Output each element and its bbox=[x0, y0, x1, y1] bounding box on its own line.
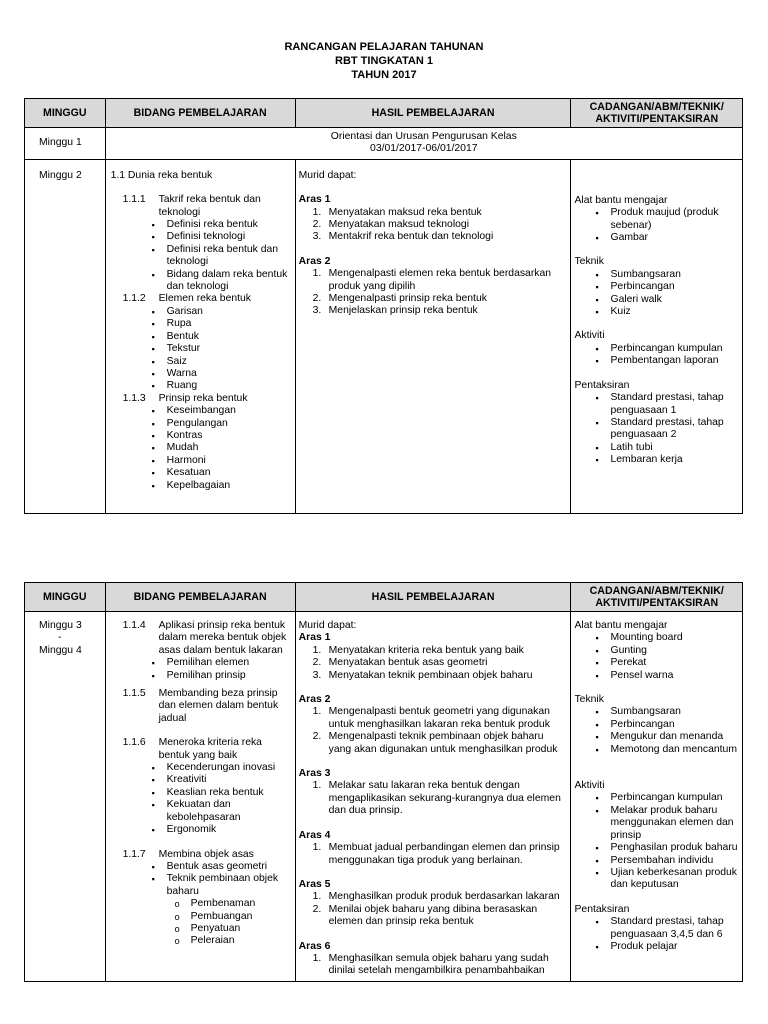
cadangan-label: Alat bantu mengajar bbox=[574, 194, 668, 206]
cadangan-label: Aktiviti bbox=[574, 780, 605, 792]
list-item: ▪ Kuiz bbox=[588, 306, 739, 318]
subtopic-1-1-7 bbox=[109, 849, 292, 948]
subtopic-1-1-6 bbox=[109, 737, 292, 836]
cadangan-label: Alat bantu mengajar bbox=[574, 620, 668, 631]
cadangan-label: Teknik bbox=[574, 256, 604, 268]
subtopic-number: 1.1.5 bbox=[122, 688, 146, 700]
list-item: 1. Menghasilkan semula objek baharu yang sudah dinilai setelah mengambilkira penambahbaikan bbox=[312, 952, 549, 977]
list-item: ▪ Persembahan individu bbox=[588, 855, 739, 867]
list-item: ▪ Produk maujud (produk sebenar) bbox=[588, 207, 739, 232]
minggu-end: Minggu 4 bbox=[39, 644, 82, 656]
list-item: ▪ Pembentangan laporan bbox=[588, 355, 739, 367]
list-item: ▪ Perekat bbox=[588, 657, 739, 669]
list-item: 1. Mengenalpasti bentuk geometri yang digunakan untuk menghasilkan lakaran reka bentuk produk bbox=[312, 706, 550, 730]
list-item: ▪ Teknik pembinaan objek baharu o Pembenaman o Pembuangan o Penyatuan o Peleraian bbox=[145, 873, 292, 947]
list-item: ▪ Kekuatan dan kebolehpasaran bbox=[145, 799, 292, 824]
orientation-date: 03/01/2017-06/01/2017 bbox=[370, 143, 478, 155]
col-header-hasil: HASIL PEMBELAJARAN bbox=[295, 99, 571, 128]
aras-label: Aras 5 bbox=[298, 878, 331, 890]
cell-cadangan bbox=[571, 612, 743, 982]
title-line-3: TAHUN 2017 bbox=[351, 69, 417, 81]
list-item: ▪ Perbincangan kumpulan bbox=[588, 792, 739, 804]
col-header-bidang: BIDANG PEMBELAJARAN bbox=[105, 583, 295, 612]
list-item: ▪ Pemilihan prinsip bbox=[145, 670, 292, 682]
aras-label: Aras 3 bbox=[298, 768, 331, 780]
table-row-minggu-1 bbox=[25, 128, 743, 160]
list-subitem: o Penyatuan bbox=[167, 923, 292, 935]
hasil-intro: Murid dapat: bbox=[298, 169, 357, 181]
cell-cadangan bbox=[571, 159, 743, 513]
list-item: 2. Menyatakan bentuk asas geometri bbox=[312, 657, 488, 669]
col-header-cadangan: CADANGAN/ABM/TEKNIK/ AKTIVITI/PENTAKSIRAN bbox=[571, 583, 743, 612]
list-subitem: o Peleraian bbox=[167, 935, 292, 947]
list-item: ▪ Garisan bbox=[145, 306, 292, 318]
cadangan-label: Pentaksiran bbox=[574, 903, 630, 915]
subtopic-number: 1.1.3 bbox=[122, 392, 146, 404]
subtopic-number: 1.1.1 bbox=[122, 194, 146, 206]
title-line-2: RBT TINGKATAN 1 bbox=[335, 55, 433, 67]
subtopic-1-1-2 bbox=[109, 293, 292, 392]
cell-minggu: Minggu 2 bbox=[25, 159, 106, 513]
cell-hasil bbox=[295, 612, 571, 982]
col-header-hasil: HASIL PEMBELAJARAN bbox=[295, 583, 571, 612]
subtopic-number: 1.1.7 bbox=[122, 848, 146, 860]
col-header-minggu: MINGGU bbox=[25, 99, 106, 128]
subtopic-number: 1.1.4 bbox=[122, 620, 146, 631]
list-item: 3. Menjelaskan prinsip reka bentuk bbox=[312, 305, 478, 317]
list-item: 1. Mengenalpasti elemen reka bentuk berdasarkan produk yang dipilih bbox=[312, 268, 552, 292]
list-item: ▪ Bentuk bbox=[145, 331, 292, 343]
list-item: ▪ Perbincangan bbox=[588, 719, 739, 731]
list-item: ▪ Harmoni bbox=[145, 455, 292, 467]
document-title bbox=[0, 40, 768, 82]
list-item: ▪ Pengulangan bbox=[145, 418, 292, 430]
subtopic-title: Membina objek asas bbox=[158, 848, 254, 860]
list-item: ▪ Latih tubi bbox=[588, 442, 739, 454]
cell-bidang bbox=[105, 612, 295, 982]
subtopic-title: Membanding beza prinsip dan elemen dalam bentuk jadual bbox=[158, 688, 279, 724]
subtopic-title: Elemen reka bentuk bbox=[158, 293, 251, 305]
list-item: ▪ Memotong dan mencantum bbox=[588, 744, 739, 756]
list-item: ▪ Kesatuan bbox=[145, 467, 292, 479]
hasil-intro: Murid dapat: bbox=[298, 620, 357, 631]
list-item: ▪ Mounting board bbox=[588, 632, 739, 644]
list-item: ▪ Sumbangsaran bbox=[588, 706, 739, 718]
list-item: ▪ Saiz bbox=[145, 356, 292, 368]
list-item: ▪ Standard prestasi, tahap penguasaan 1 bbox=[588, 392, 739, 417]
list-item: ▪ Definisi teknologi bbox=[145, 231, 292, 243]
list-item: 1. Menyatakan kriteria reka bentuk yang baik bbox=[312, 644, 524, 656]
list-item: ▪ Keaslian reka bentuk bbox=[145, 787, 292, 799]
list-item: ▪ Kontras bbox=[145, 430, 292, 442]
list-item: ▪ Warna bbox=[145, 368, 292, 380]
list-item: ▪ Bidang dalam reka bentuk dan teknologi bbox=[145, 269, 292, 294]
list-item: ▪ Kecenderungan inovasi bbox=[145, 762, 292, 774]
list-item: ▪ Bentuk asas geometri bbox=[145, 861, 292, 873]
list-item: ▪ Definisi reka bentuk bbox=[145, 219, 292, 231]
list-item: 2. Mengenalpasti teknik pembinaan objek baharu yang akan digunakan untuk menghasilkan produk bbox=[312, 731, 558, 755]
list-item: 2. Mengenalpasti prinsip reka bentuk bbox=[312, 293, 487, 305]
aras-label: Aras 1 bbox=[298, 194, 331, 206]
list-item: ▪ Keseimbangan bbox=[145, 405, 292, 417]
table-row-minggu-3-4 bbox=[25, 612, 743, 982]
cadangan-label: Teknik bbox=[574, 694, 604, 706]
list-item: ▪ Melakar produk baharu menggunakan elemen dan prinsip bbox=[588, 805, 739, 842]
list-item: ▪ Kepelbagaian bbox=[145, 480, 292, 492]
minggu-dash: - bbox=[58, 632, 62, 644]
list-item: 1. Menyatakan maksud reka bentuk bbox=[312, 206, 482, 218]
list-item: ▪ Produk pelajar bbox=[588, 941, 739, 953]
list-item: ▪ Gambar bbox=[588, 232, 739, 244]
table-header-row bbox=[25, 99, 743, 128]
list-item: ▪ Rupa bbox=[145, 318, 292, 330]
list-subitem: o Pembenaman bbox=[167, 898, 292, 910]
list-item: ▪ Sumbangsaran bbox=[588, 269, 739, 281]
cell-minggu bbox=[25, 612, 106, 982]
col-header-bidang: BIDANG PEMBELAJARAN bbox=[105, 99, 295, 128]
minggu-start: Minggu 3 bbox=[39, 620, 82, 631]
list-item: ▪ Perbincangan kumpulan bbox=[588, 343, 739, 355]
subtopic-number: 1.1.6 bbox=[122, 737, 146, 749]
list-item: 2. Menyatakan maksud teknologi bbox=[312, 219, 470, 231]
list-subitem: o Pembuangan bbox=[167, 911, 292, 923]
subtopic-1-1-4 bbox=[109, 620, 292, 682]
cell-hasil bbox=[295, 159, 571, 513]
aras-label: Aras 2 bbox=[298, 255, 331, 267]
list-item: ▪ Pensel warna bbox=[588, 670, 739, 682]
table-header-row bbox=[25, 583, 743, 612]
list-item: ▪ Kreativiti bbox=[145, 774, 292, 786]
subtopic-title: Aplikasi prinsip reka bentuk dalam mereka bentuk objek asas dalam bentuk lakaran bbox=[158, 620, 287, 656]
cell-bidang bbox=[105, 159, 295, 513]
subtopic-1-1-5 bbox=[109, 688, 292, 725]
list-item: 1. Melakar satu lakaran reka bentuk dengan mengaplikasikan sekurang-kurangnya dua elemen dan dua prinsip. bbox=[312, 780, 561, 817]
list-item: ▪ Ergonomik bbox=[145, 824, 292, 836]
list-item: 2. Menilai objek baharu yang dibina berasaskan elemen dan prinsip reka bentuk bbox=[312, 903, 538, 928]
list-item: ▪ Perbincangan bbox=[588, 281, 739, 293]
list-item: 1. Menghasilkan produk produk berdasarkan lakaran bbox=[312, 891, 560, 903]
list-item: ▪ Definisi reka bentuk dan teknologi bbox=[145, 244, 292, 269]
list-item: ▪ Standard prestasi, tahap penguasaan 3,4,5 dan 6 bbox=[588, 916, 739, 941]
list-item: ▪ Ruang bbox=[145, 380, 292, 392]
plan-table-1 bbox=[24, 98, 743, 514]
table-row-minggu-2 bbox=[25, 159, 743, 513]
cell-orientation bbox=[105, 128, 742, 160]
subtopic-title: Meneroka kriteria reka bentuk yang baik bbox=[158, 737, 262, 761]
cadangan-label: Pentaksiran bbox=[574, 379, 630, 391]
orientation-text: Orientasi dan Urusan Pengurusan Kelas bbox=[330, 131, 517, 142]
aras-label: Aras 2 bbox=[298, 694, 331, 706]
subtopic-number: 1.1.2 bbox=[122, 293, 146, 305]
aras-label: Aras 1 bbox=[298, 632, 331, 644]
aras-label: Aras 6 bbox=[298, 940, 331, 952]
col-header-minggu: MINGGU bbox=[25, 583, 106, 612]
list-item: 1. Membuat jadual perbandingan elemen dan prinsip menggunakan tiga produk yang berlainan. bbox=[312, 842, 560, 866]
subtopic-title: Takrif reka bentuk dan teknologi bbox=[158, 194, 261, 218]
list-item: ▪ Standard prestasi, tahap penguasaan 2 bbox=[588, 417, 739, 442]
list-item: 3. Menyatakan teknik pembinaan objek baharu bbox=[312, 669, 533, 681]
list-item: ▪ Galeri walk bbox=[588, 294, 739, 306]
col-header-cadangan: CADANGAN/ABM/TEKNIK/ AKTIVITI/PENTAKSIRAN bbox=[571, 99, 743, 128]
list-item: ▪ Gunting bbox=[588, 645, 739, 657]
cadangan-label: Aktiviti bbox=[574, 330, 605, 342]
list-item: ▪ Tekstur bbox=[145, 343, 292, 355]
aras-label: Aras 4 bbox=[298, 829, 331, 841]
title-line-1: RANCANGAN PELAJARAN TAHUNAN bbox=[284, 41, 484, 53]
plan-table-2 bbox=[24, 582, 743, 982]
list-item: ▪ Pemilihan elemen bbox=[145, 657, 292, 669]
cell-minggu: Minggu 1 bbox=[25, 128, 106, 160]
list-item: ▪ Penghasilan produk baharu bbox=[588, 842, 739, 854]
list-item: ▪ Mengukur dan menanda bbox=[588, 731, 739, 743]
list-item: 3. Mentakrif reka bentuk dan teknologi bbox=[312, 231, 494, 243]
list-item: ▪ Ujian keberkesanan produk dan keputusan bbox=[588, 867, 739, 892]
subtopic-1-1-3 bbox=[109, 393, 292, 492]
subtopic-title: Prinsip reka bentuk bbox=[158, 392, 248, 404]
list-item: ▪ Lembaran kerja bbox=[588, 454, 739, 466]
list-item: ▪ Mudah bbox=[145, 442, 292, 454]
topic-title: 1.1 Dunia reka bentuk bbox=[110, 169, 213, 181]
subtopic-1-1-1 bbox=[109, 194, 292, 293]
